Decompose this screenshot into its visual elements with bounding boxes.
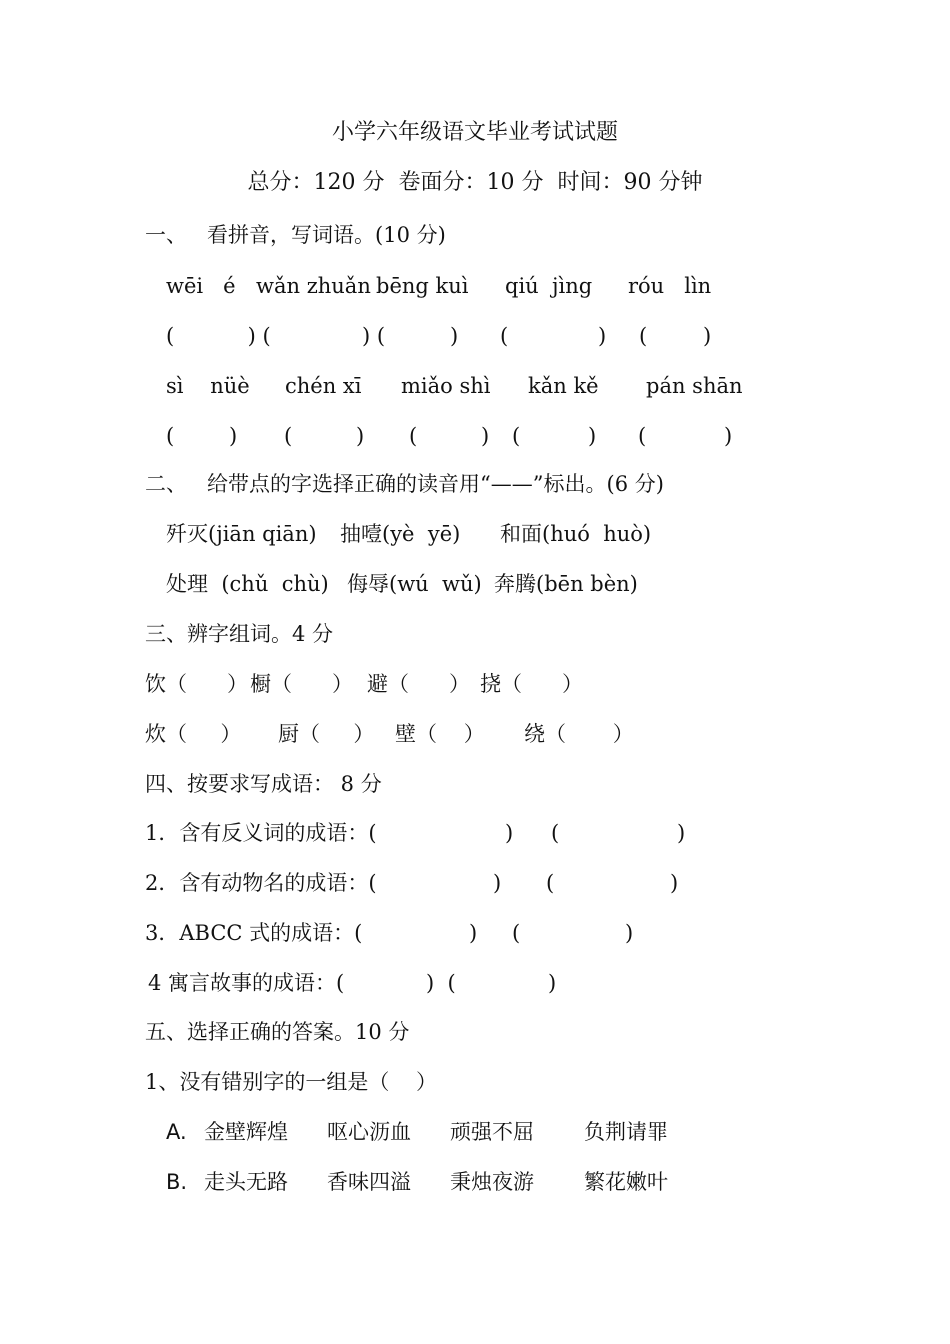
section4-heading: 四、按要求写成语： 8 分 (145, 772, 382, 796)
answer-blank[interactable]: ( (284, 424, 293, 448)
pinyin-item: sì nüè (166, 374, 250, 398)
answer-blank[interactable]: ) (356, 424, 365, 448)
reading-choice[interactable]: 侮辱(wú wǔ) (347, 572, 482, 596)
reading-choice[interactable]: 奔腾(bēn bèn) (494, 572, 638, 596)
answer-blank[interactable]: ) (505, 821, 514, 845)
option-a-word: 顽强不屈 (450, 1120, 534, 1144)
option-b-word: 走头无路 (204, 1170, 288, 1194)
answer-blank[interactable]: ) (625, 921, 634, 945)
answer-blank[interactable]: ) (670, 871, 679, 895)
answer-blank[interactable]: ( (512, 921, 521, 945)
answer-blank[interactable]: ) (493, 871, 502, 895)
answer-blank[interactable]: ( (166, 424, 175, 448)
option-b-word: 香味四溢 (327, 1170, 411, 1194)
section2-heading: 二、 给带点的字选择正确的读音用“——”标出。(6 分) (145, 472, 664, 496)
answer-blank[interactable]: ( (500, 324, 509, 348)
idiom-label: 2．含有动物名的成语：( (145, 871, 377, 895)
option-a-word: 金壁辉煌 (204, 1120, 288, 1144)
idiom-label: 4 寓言故事的成语：( (148, 971, 345, 995)
word-blank[interactable]: 绕（ ） (524, 722, 634, 746)
answer-blank[interactable]: ( (639, 324, 648, 348)
score-info: 总分：120 分 卷面分：10 分 时间：90 分钟 (247, 170, 703, 195)
pinyin-item: wēi é (166, 274, 236, 298)
answer-blank[interactable]: ) ( (362, 324, 386, 348)
section3-heading: 三、辨字组词。4 分 (145, 622, 334, 646)
reading-choice[interactable]: 抽噎(yè yē) (340, 522, 461, 546)
word-blank[interactable]: 避（ ） (367, 672, 471, 696)
pinyin-item: miǎo shì (401, 374, 491, 398)
section5-heading: 五、选择正确的答案。10 分 (145, 1020, 410, 1044)
word-blank[interactable]: 挠（ ） (480, 672, 584, 696)
answer-blank[interactable]: ) ( (426, 971, 456, 995)
answer-blank[interactable]: ( (638, 424, 647, 448)
reading-choice[interactable]: 歼灭(jiān qiān) (166, 522, 317, 546)
answer-blank[interactable]: ) (588, 424, 597, 448)
pinyin-item: bēng kuì (376, 274, 469, 298)
answer-blank[interactable]: ) (229, 424, 238, 448)
option-b-word: 秉烛夜游 (450, 1170, 534, 1194)
word-blank[interactable]: 壁（ ） (395, 722, 485, 746)
idiom-label: 3．ABCC 式的成语：( (145, 921, 363, 945)
pinyin-item: pán shān (646, 374, 743, 398)
pinyin-item: chén xī (285, 374, 362, 398)
answer-blank[interactable]: ) (703, 324, 712, 348)
pinyin-item: wǎn zhuǎn (256, 274, 371, 298)
option-a-word: 负荆请罪 (584, 1120, 668, 1144)
answer-blank[interactable]: ) (481, 424, 490, 448)
answer-blank[interactable]: ) (450, 324, 459, 348)
option-a-word: 呕心沥血 (327, 1120, 411, 1144)
pinyin-item: qiú jìng (505, 274, 593, 298)
answer-blank[interactable]: ( (551, 821, 560, 845)
pinyin-item: kǎn kě (528, 374, 599, 398)
answer-blank[interactable]: ) (598, 324, 607, 348)
reading-choice[interactable]: 处理 (chǔ chù) (166, 572, 329, 596)
answer-blank[interactable]: ) (724, 424, 733, 448)
idiom-label: 1．含有反义词的成语：( (145, 821, 377, 845)
answer-blank[interactable]: ( (546, 871, 555, 895)
reading-choice[interactable]: 和面(huó huò) (500, 522, 652, 546)
pinyin-item: róu lìn (628, 274, 712, 298)
option-b-letter[interactable]: B. (166, 1170, 188, 1194)
word-blank[interactable]: 饮（ ） (145, 672, 249, 696)
option-a-letter[interactable]: A. (166, 1120, 187, 1144)
answer-blank[interactable]: ) (469, 921, 478, 945)
word-blank[interactable]: 橱（ ） (250, 672, 354, 696)
question-1: 1、没有错别字的一组是（ ） (145, 1070, 438, 1094)
word-blank[interactable]: 厨（ ） (278, 722, 375, 746)
answer-blank[interactable]: ( (409, 424, 418, 448)
exam-title: 小学六年级语文毕业考试试题 (331, 120, 618, 145)
option-b-word: 繁花嫩叶 (584, 1170, 668, 1194)
answer-blank[interactable]: ( ) ( (166, 324, 271, 348)
answer-blank[interactable]: ) (677, 821, 686, 845)
answer-blank[interactable]: ) (548, 971, 557, 995)
word-blank[interactable]: 炊（ ） (145, 722, 242, 746)
answer-blank[interactable]: ( (512, 424, 521, 448)
section1-heading: 一、 看拼音，写词语。(10 分) (145, 223, 446, 247)
